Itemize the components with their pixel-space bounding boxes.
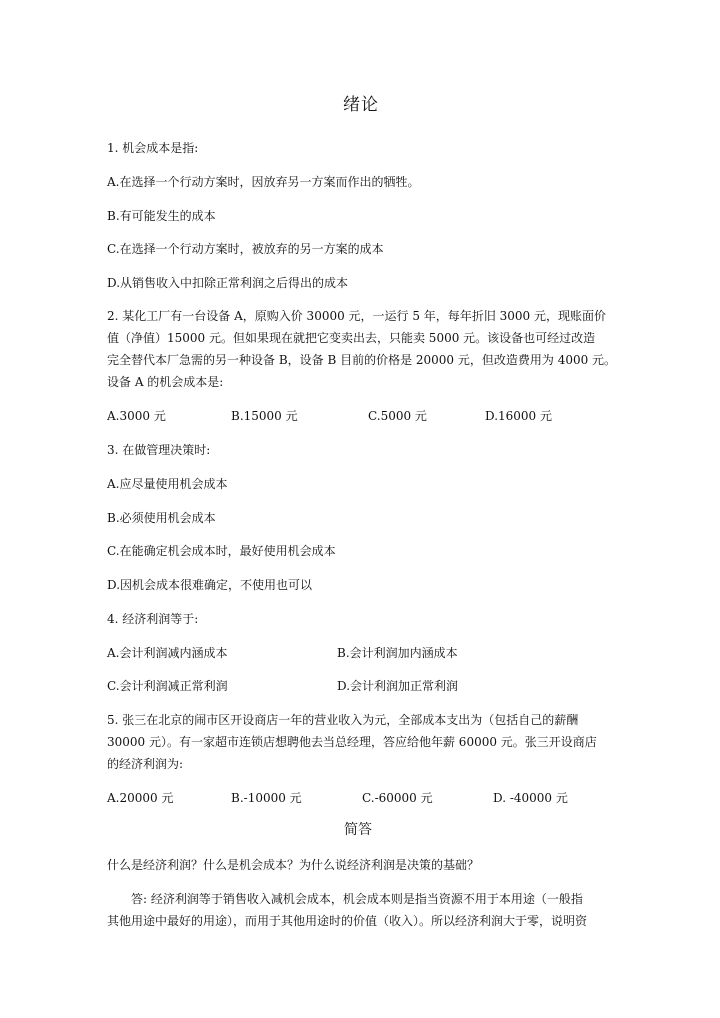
q5-option-a: A.20000 元 (107, 791, 174, 805)
short-answer-question: 什么是经济利润？什么是机会成本？为什么说经济利润是决策的基础？ (107, 858, 480, 872)
q2-option-c: C.5000 元 (368, 409, 427, 423)
q1-stem: 1. 机会成本是指: (107, 141, 199, 155)
q2-stem-line3: 完全替代本厂急需的另一种设备 B，设备 B 目前的价格是 20000 元，但改造费用为 4000 元。 (107, 353, 617, 367)
q3-option-b: B.必须使用机会成本 (107, 511, 216, 525)
q5-option-d: D. -40000 元 (493, 791, 568, 805)
q2-stem-line2: 值（净值）15000 元。但如果现在就把它变卖出去，只能卖 5000 元。该设备也可经过改造 (107, 331, 596, 345)
q3-option-d: D.因机会成本很难确定，不使用也可以 (107, 578, 313, 592)
q5-option-b: B.-10000 元 (231, 791, 302, 805)
q3-stem: 3. 在做管理决策时: (107, 443, 211, 457)
q4-option-a: A.会计利润减内涵成本 (107, 646, 228, 660)
short-answer-line1: 答: 经济利润等于销售收入减机会成本，机会成本则是指当资源不用于本用途（一般指 (131, 892, 583, 906)
q5-stem-line2: 30000 元）。有一家超市连锁店想聘他去当总经理，答应给他年薪 60000 元。张三开设商店 (107, 735, 597, 749)
q2-option-d: D.16000 元 (485, 409, 552, 423)
q1-option-b: B.有可能发生的成本 (107, 209, 216, 223)
q3-option-c: C.在能确定机会成本时，最好使用机会成本 (107, 544, 336, 558)
q2-option-b: B.15000 元 (231, 409, 298, 423)
short-answer-line2: 其他用途中最好的用途），而用于其他用途时的价值（收入）。所以经济利润大于零，说明资 (107, 914, 588, 928)
q3-option-a: A.应尽量使用机会成本 (107, 477, 228, 491)
q1-option-d: D.从销售收入中扣除正常利润之后得出的成本 (107, 276, 349, 290)
q4-option-b: B.会计利润加内涵成本 (337, 646, 458, 660)
q4-option-d: D.会计利润加正常利润 (337, 679, 459, 693)
q2-option-a: A.3000 元 (107, 409, 166, 423)
q2-stem-line1: 2. 某化工厂有一台设备 A，原购入价 30000 元，一运行 5 年，每年折旧 3000 元，现账面价 (107, 309, 606, 323)
q5-option-c: C.-60000 元 (362, 791, 433, 805)
q2-stem-line4: 设备 A 的机会成本是: (107, 375, 224, 389)
q4-stem: 4. 经济利润等于: (107, 612, 199, 626)
q1-option-a: A.在选择一个行动方案时，因放弃另一方案而作出的牺牲。 (107, 175, 420, 189)
short-answer-heading: 简答 (344, 822, 372, 838)
q5-stem-line3: 的经济利润为: (107, 757, 184, 771)
page-title: 绪论 (343, 95, 379, 115)
q5-stem-line1: 5. 张三在北京的闹市区开设商店一年的营业收入为元，全部成本支出为（包括自己的薪酬 (107, 713, 579, 727)
q4-option-c: C.会计利润减正常利润 (107, 679, 228, 693)
q1-option-c: C.在选择一个行动方案时，被放弃的另一方案的成本 (107, 242, 384, 256)
